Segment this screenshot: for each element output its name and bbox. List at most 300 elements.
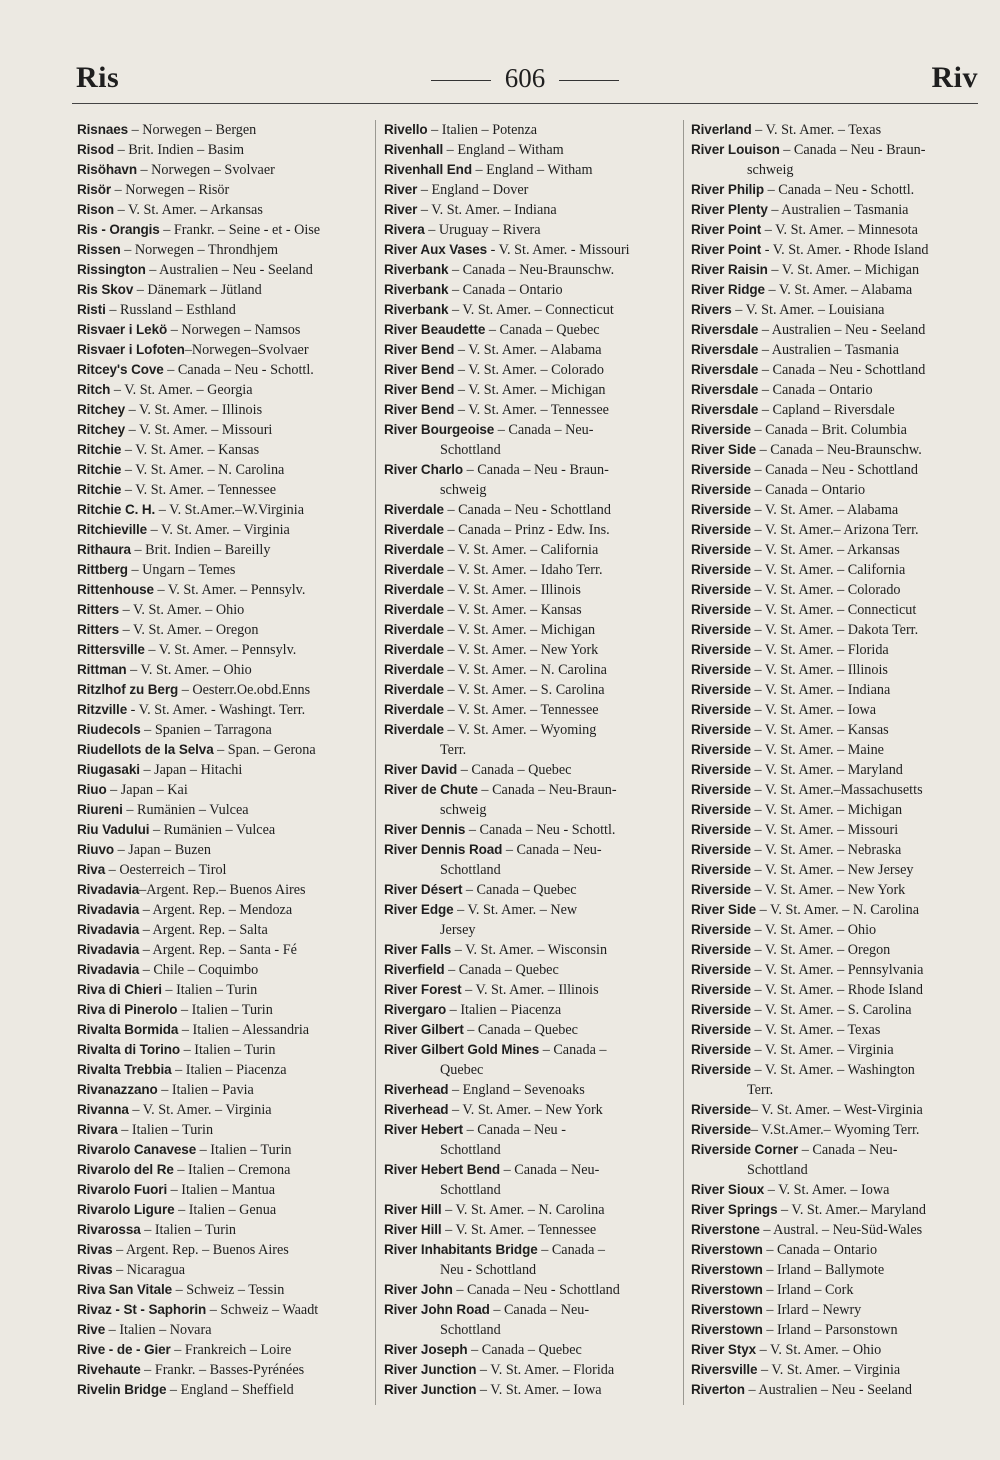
place-description: Schottland	[440, 1182, 501, 1198]
place-name: Riverside Corner	[691, 1142, 799, 1157]
place-name: Rivadavia	[77, 962, 140, 977]
place-name: Riverside	[691, 482, 751, 497]
place-description: – V. St. Amer. – Iowa	[476, 1382, 602, 1398]
gazetteer-entry	[384, 1340, 680, 1360]
place-description: – V. St. Amer. – Pennsylv.	[153, 582, 306, 598]
place-description: – Rumänien – Vulcea	[149, 822, 276, 838]
place-name: Rivadavia	[77, 882, 140, 897]
place-name: Riva San Vitale	[77, 1282, 173, 1297]
gazetteer-entry	[384, 1080, 680, 1100]
place-description: – V. St. Amer. – Tennessee	[454, 402, 609, 418]
place-description: – Frankreich – Loire	[170, 1342, 292, 1358]
gazetteer-entry	[77, 300, 372, 320]
place-name: River Joseph	[384, 1342, 468, 1357]
gazetteer-entry	[691, 380, 986, 400]
gazetteer-entry	[384, 200, 680, 220]
place-name: Riverside	[691, 842, 751, 857]
place-description: – Norwegen – Risör	[111, 182, 230, 198]
place-name: River Aux Vases	[384, 242, 488, 257]
gazetteer-entry	[77, 1020, 372, 1040]
gazetteer-entry	[77, 160, 372, 180]
place-description: – V. St. Amer. – Arkansas	[750, 542, 900, 558]
header-rule	[72, 103, 978, 104]
place-name: Ritchie	[77, 462, 122, 477]
gazetteer-entry	[77, 220, 372, 240]
place-name: River Beaudette	[384, 322, 486, 337]
place-name: Riversdale	[691, 362, 759, 377]
place-description: – V. St. Amer. – Georgia	[110, 382, 253, 398]
gazetteer-entry	[691, 500, 986, 520]
place-description: – Canada – Quebec	[467, 1342, 582, 1358]
place-description: – Italien – Turin	[196, 1142, 292, 1158]
place-description: – Italien – Turin	[161, 982, 258, 998]
place-name: Ris - Orangis	[77, 222, 160, 237]
place-name: Riversdale	[691, 342, 759, 357]
column-divider-1	[375, 120, 376, 1405]
place-description: – V. St. Amer. – Maryland	[750, 762, 903, 778]
place-description: – V. St. Amer. – Michigan	[443, 622, 596, 638]
place-description: – V. St. Amer. – Tennessee	[441, 1222, 597, 1238]
entry-continuation	[384, 480, 680, 500]
place-name: Ritcey's Cove	[77, 362, 164, 377]
place-description: – Frankr. – Seine - et - Oise	[159, 222, 321, 238]
entry-continuation	[384, 860, 680, 880]
place-description: – Italien – Potenza	[427, 122, 538, 138]
place-name: Riversdale	[691, 402, 759, 417]
gazetteer-entry	[691, 780, 986, 800]
place-description: – Austral. – Neu-Süd-Wales	[759, 1222, 923, 1238]
place-description: – V. St. Amer. – New	[453, 902, 578, 918]
place-name: River Gilbert Gold Mines	[384, 1042, 540, 1057]
gazetteer-entry	[691, 320, 986, 340]
place-description: – V. St. Amer. – N. Carolina	[441, 1202, 605, 1218]
place-name: Riverside	[691, 722, 751, 737]
gazetteer-entry	[77, 740, 372, 760]
gazetteer-entry	[77, 240, 372, 260]
place-name: Riverdale	[384, 582, 444, 597]
place-description: – England – Sheffield	[166, 1382, 294, 1398]
place-name: River David	[384, 762, 458, 777]
place-name: Riverdale	[384, 602, 444, 617]
place-description: – Italien – Turin	[140, 1222, 237, 1238]
gazetteer-entry	[384, 1120, 680, 1140]
place-name: River Hebert	[384, 1122, 464, 1137]
place-description: – Span. – Gerona	[213, 742, 316, 758]
gazetteer-entry	[691, 700, 986, 720]
place-name: Ritters	[77, 602, 120, 617]
place-name: Rivaz - St - Saphorin	[77, 1302, 207, 1317]
gazetteer-entry	[384, 1040, 680, 1060]
place-name: Riverside	[691, 502, 751, 517]
gazetteer-entry	[691, 740, 986, 760]
place-description: – V. St. Amer. – Illinois	[750, 662, 888, 678]
gazetteer-entry	[77, 120, 372, 140]
place-name: Risod	[77, 142, 115, 157]
place-name: River Dennis Road	[384, 842, 503, 857]
gazetteer-entry	[77, 800, 372, 820]
place-name: Rivarolo Ligure	[77, 1202, 175, 1217]
place-name: Riverdale	[384, 622, 444, 637]
place-name: River Bourgeoise	[384, 422, 495, 437]
place-description: – V. St. Amer. – Rhode Island	[750, 982, 923, 998]
place-name: Rivers	[691, 302, 732, 317]
place-description: – Canada – Quebec	[485, 322, 600, 338]
place-description: – V. St. Amer.–Massachusetts	[750, 782, 923, 798]
gazetteer-entry	[77, 1240, 372, 1260]
place-description: – V. St. Amer. – Connecticut	[750, 602, 917, 618]
gazetteer-entry	[384, 1200, 680, 1220]
place-description: – Italien – Novara	[105, 1322, 212, 1338]
header-right-keyword: Riv	[931, 61, 978, 94]
place-name: Riuo	[77, 782, 107, 797]
place-name: Ritchey	[77, 402, 126, 417]
place-name: River Junction	[384, 1362, 477, 1377]
gazetteer-entry	[384, 120, 680, 140]
gazetteer-entry	[384, 420, 680, 440]
gazetteer-entry	[691, 880, 986, 900]
place-description: – Dänemark – Jütland	[133, 282, 262, 298]
place-name: Riverside	[691, 582, 751, 597]
place-description: Schottland	[747, 1162, 808, 1178]
gazetteer-entry	[691, 240, 986, 260]
gazetteer-entry	[77, 860, 372, 880]
place-name: Riverhead	[384, 1082, 449, 1097]
place-name: Riverside	[691, 922, 751, 937]
place-description: – Canada – Neu -	[463, 1122, 566, 1138]
place-name: River Raisin	[691, 262, 768, 277]
place-description: – V. St. Amer. – Indiana	[417, 202, 557, 218]
header-dash-right	[559, 80, 619, 81]
place-description: – V. St. Amer. – Minnesota	[761, 222, 918, 238]
place-name: River Bend	[384, 382, 455, 397]
place-name: Riverside	[691, 982, 751, 997]
place-description: – Canada – Quebec	[457, 762, 572, 778]
place-description: – Norwegen – Throndhjem	[120, 242, 279, 258]
place-name: River Sioux	[691, 1182, 765, 1197]
gazetteer-entry	[384, 160, 680, 180]
place-description: – V. St. Amer. – Alabama	[454, 342, 602, 358]
gazetteer-entry	[77, 920, 372, 940]
place-description: – Brit. Indien – Basim	[114, 142, 245, 158]
place-description: Quebec	[440, 1062, 484, 1078]
place-description: – Canada –	[539, 1042, 607, 1058]
gazetteer-entry	[77, 420, 372, 440]
gazetteer-entry	[77, 200, 372, 220]
place-description: – V. St. Amer. – California	[750, 562, 906, 578]
place-description: – V. St. Amer. – West-Virginia	[750, 1102, 923, 1118]
place-description: – Canada – Ontario	[448, 282, 563, 298]
gazetteer-entry	[691, 1140, 986, 1160]
place-description: – Canada – Brit. Columbia	[750, 422, 907, 438]
place-description: – V. St. Amer. – N. Carolina	[756, 902, 920, 918]
place-description: – V. St. Amer. – Idaho Terr.	[443, 562, 603, 578]
entry-continuation	[384, 1140, 680, 1160]
place-description: – Canada – Quebec	[463, 1022, 578, 1038]
place-name: Rivera	[384, 222, 425, 237]
place-name: Riverside	[691, 642, 751, 657]
gazetteer-entry	[691, 460, 986, 480]
place-name: Riverside	[691, 422, 751, 437]
place-name: Riverside	[691, 682, 751, 697]
place-description: – V. St. Amer. – New York	[448, 1102, 603, 1118]
place-description: – V. St. Amer. – Ohio	[750, 922, 877, 938]
place-description: – Uruguay – Rivera	[424, 222, 541, 238]
gazetteer-entry	[77, 180, 372, 200]
place-description: Schottland	[440, 862, 501, 878]
gazetteer-entry	[691, 1180, 986, 1200]
gazetteer-entry	[691, 1360, 986, 1380]
gazetteer-entry	[77, 1360, 372, 1380]
place-name: River Louison	[691, 142, 780, 157]
place-name: Rivarolo del Re	[77, 1162, 174, 1177]
place-description: – Canada – Ontario	[762, 1242, 878, 1258]
place-name: Riverside	[691, 822, 751, 837]
place-description: – Canada – Neu-	[494, 422, 594, 438]
gazetteer-entry	[691, 140, 986, 160]
place-name: Riversville	[691, 1362, 758, 1377]
place-name: Riverton	[691, 1382, 745, 1397]
gazetteer-entry	[691, 1380, 986, 1400]
place-description: – V. St. Amer. – Virginia	[147, 522, 290, 538]
entry-continuation	[384, 740, 680, 760]
gazetteer-entry	[384, 1300, 680, 1320]
gazetteer-entry	[384, 1360, 680, 1380]
gazetteer-entry	[384, 660, 680, 680]
gazetteer-entry	[691, 960, 986, 980]
gazetteer-entry	[77, 280, 372, 300]
place-description: – V. St. Amer. – Kansas	[443, 602, 582, 618]
place-name: River Point	[691, 222, 762, 237]
place-name: Rittberg	[77, 562, 128, 577]
place-description: – V. St. Amer. – Iowa	[750, 702, 877, 718]
gazetteer-entry	[691, 820, 986, 840]
gazetteer-entry	[77, 1040, 372, 1060]
place-name: River Plenty	[691, 202, 768, 217]
gazetteer-entry	[691, 1280, 986, 1300]
gazetteer-entry	[691, 1260, 986, 1280]
gazetteer-entry	[384, 380, 680, 400]
place-name: Riverland	[691, 122, 752, 137]
gazetteer-entry	[691, 720, 986, 740]
column-divider-2	[683, 120, 684, 1405]
place-name: Riverdale	[384, 522, 444, 537]
gazetteer-entry	[691, 660, 986, 680]
place-description: – Ungarn – Temes	[127, 562, 236, 578]
place-description: – Canada – Ontario	[758, 382, 873, 398]
gazetteer-entry	[77, 560, 372, 580]
gazetteer-entry	[691, 180, 986, 200]
place-name: Riverstown	[691, 1262, 763, 1277]
place-description: – Canada – Quebec	[444, 962, 559, 978]
place-name: Riverside	[691, 942, 751, 957]
gazetteer-entry	[691, 1220, 986, 1240]
gazetteer-entry	[77, 880, 372, 900]
gazetteer-entry	[77, 520, 372, 540]
place-description: – Canada – Neu-	[502, 842, 602, 858]
gazetteer-entry	[77, 140, 372, 160]
place-description: – Irland – Ballymote	[762, 1262, 885, 1278]
place-name: Rivanazzano	[77, 1082, 158, 1097]
place-name: Riverbank	[384, 282, 449, 297]
place-name: Ritchieville	[77, 522, 148, 537]
place-description: – V. St. Amer. – Illinois	[443, 582, 581, 598]
gazetteer-entry	[691, 640, 986, 660]
gazetteer-entry	[691, 1000, 986, 1020]
place-description: - V. St. Amer. - Missouri	[487, 242, 630, 258]
place-description: – V. St. Amer. – Ohio	[126, 662, 252, 678]
place-description: – Russland – Esthland	[105, 302, 236, 318]
place-description: – V. St. Amer. – Maine	[750, 742, 884, 758]
place-name: Riuvo	[77, 842, 115, 857]
place-description: – V. St. Amer. – Ohio	[119, 602, 245, 618]
gazetteer-entry	[77, 1100, 372, 1120]
gazetteer-entry	[384, 640, 680, 660]
place-name: River Ridge	[691, 282, 765, 297]
place-description: – Italien – Turin	[117, 1122, 214, 1138]
place-description: – Argent. Rep. – Santa - Fé	[139, 942, 297, 958]
place-name: River Dennis	[384, 822, 466, 837]
gazetteer-entry	[691, 680, 986, 700]
gazetteer-entry	[77, 260, 372, 280]
page-number: 606	[504, 63, 546, 93]
place-name: Ris Skov	[77, 282, 134, 297]
place-description: – V. St. Amer. – New Jersey	[750, 862, 914, 878]
place-description: – V. St. Amer. – Oregon	[750, 942, 891, 958]
place-description: schweig	[747, 162, 794, 178]
place-name: Riverdale	[384, 722, 444, 737]
place-name: Riverfield	[384, 962, 445, 977]
gazetteer-entry	[77, 1080, 372, 1100]
place-name: Riversdale	[691, 322, 759, 337]
place-name: Rivadavia	[77, 942, 140, 957]
place-name: Riverstone	[691, 1222, 760, 1237]
place-name: Riverside	[691, 1062, 751, 1077]
gazetteer-entry	[384, 1100, 680, 1120]
place-description: Schottland	[440, 1322, 501, 1338]
gazetteer-entry	[77, 620, 372, 640]
place-description: – V. St. Amer. – Virginia	[128, 1102, 272, 1118]
gazetteer-entry	[384, 300, 680, 320]
place-description: – V. St. Amer.– Maryland	[777, 1202, 926, 1218]
place-name: River Point	[691, 242, 762, 257]
gazetteer-entry	[384, 1000, 680, 1020]
place-name: Risöhavn	[77, 162, 137, 177]
place-name: Riu Vadului	[77, 822, 150, 837]
gazetteer-entry	[77, 1340, 372, 1360]
place-description: – England – Witham	[443, 142, 564, 158]
gazetteer-entry	[691, 420, 986, 440]
place-description: – V. St. Amer. – Michigan	[454, 382, 606, 398]
place-description: – V. St. Amer. – N. Carolina	[443, 662, 607, 678]
place-description: – V. St. Amer. – Wisconsin	[451, 942, 608, 958]
place-name: Riverdale	[384, 642, 444, 657]
place-name: Riverbank	[384, 262, 449, 277]
place-description: – Japan – Kai	[106, 782, 188, 798]
place-name: Riudecols	[77, 722, 141, 737]
gazetteer-entry	[691, 300, 986, 320]
gazetteer-entry	[77, 760, 372, 780]
place-description: – Canada – Neu - Schottl.	[163, 362, 314, 378]
place-name: Ritchie	[77, 442, 122, 457]
gazetteer-entry	[77, 720, 372, 740]
place-name: Riugasaki	[77, 762, 140, 777]
gazetteer-entry	[77, 680, 372, 700]
place-description: Neu - Schottland	[440, 1262, 537, 1278]
entry-continuation	[384, 800, 680, 820]
gazetteer-entry	[77, 540, 372, 560]
place-description: –Argent. Rep.– Buenos Aires	[139, 882, 306, 898]
place-name: Rivello	[384, 122, 428, 137]
gazetteer-entry	[77, 940, 372, 960]
place-description: – V. St. Amer. – Louisiana	[731, 302, 885, 318]
place-description: – Italien – Turin	[177, 1002, 273, 1018]
gazetteer-entry	[77, 840, 372, 860]
place-description: – Australien – Neu - Seeland	[145, 262, 313, 278]
gazetteer-entry	[384, 220, 680, 240]
place-name: Rivalta Trebbia	[77, 1062, 172, 1077]
place-name: Rittersville	[77, 642, 145, 657]
place-description: – Australien – Tasmania	[767, 202, 909, 218]
gazetteer-entry	[691, 600, 986, 620]
gazetteer-entry	[691, 840, 986, 860]
place-name: Riverside	[691, 882, 751, 897]
place-description: – Norwegen – Namsos	[167, 322, 301, 338]
gazetteer-entry	[77, 1260, 372, 1280]
place-name: Rivadavia	[77, 902, 140, 917]
place-name: River Forest	[384, 982, 462, 997]
gazetteer-entry	[691, 520, 986, 540]
place-name: Risvaer i Lofoten	[77, 342, 185, 357]
place-name: Rivalta di Torino	[77, 1042, 181, 1057]
place-name: Riverside	[691, 602, 751, 617]
place-name: Riverside	[691, 702, 751, 717]
place-name: River Falls	[384, 942, 452, 957]
place-name: Risvaer i Lekö	[77, 322, 168, 337]
place-description: – Canada – Neu-	[489, 1302, 590, 1318]
place-name: Riverdale	[384, 682, 444, 697]
gazetteer-entry	[691, 1040, 986, 1060]
place-description: – V. St. Amer. – California	[443, 542, 599, 558]
place-name: Riversdale	[691, 382, 759, 397]
place-name: Riverside	[691, 762, 751, 777]
place-name: Riverside	[691, 802, 751, 817]
place-name: Rithaura	[77, 542, 131, 557]
place-name: Riva di Pinerolo	[77, 1002, 178, 1017]
gazetteer-entry	[691, 860, 986, 880]
place-description: – V. St. Amer. – N. Carolina	[121, 462, 285, 478]
gazetteer-entry	[77, 1320, 372, 1340]
place-name: Rittenhouse	[77, 582, 154, 597]
gazetteer-entry	[384, 280, 680, 300]
place-name: Riverside	[691, 742, 751, 757]
place-name: River Bend	[384, 342, 455, 357]
place-name: River Hebert Bend	[384, 1162, 501, 1177]
gazetteer-entry	[384, 1020, 680, 1040]
place-description: – V. St. Amer. – Tennessee	[443, 702, 599, 718]
place-description: – V. St. Amer.– Arizona Terr.	[750, 522, 919, 538]
place-description: – Canada – Neu-Braun-	[477, 782, 617, 798]
place-name: Ritch	[77, 382, 111, 397]
place-description: – Canada – Neu - Schottland	[758, 362, 926, 378]
place-description: – Norwegen – Bergen	[128, 122, 257, 138]
place-name: River Charlo	[384, 462, 464, 477]
gazetteer-entry	[691, 1100, 986, 1120]
gazetteer-entry	[691, 400, 986, 420]
gazetteer-entry	[384, 900, 680, 920]
gazetteer-entry	[691, 1320, 986, 1340]
place-name: River Inhabitants Bridge	[384, 1242, 538, 1257]
place-name: Rivalta Bormida	[77, 1022, 179, 1037]
